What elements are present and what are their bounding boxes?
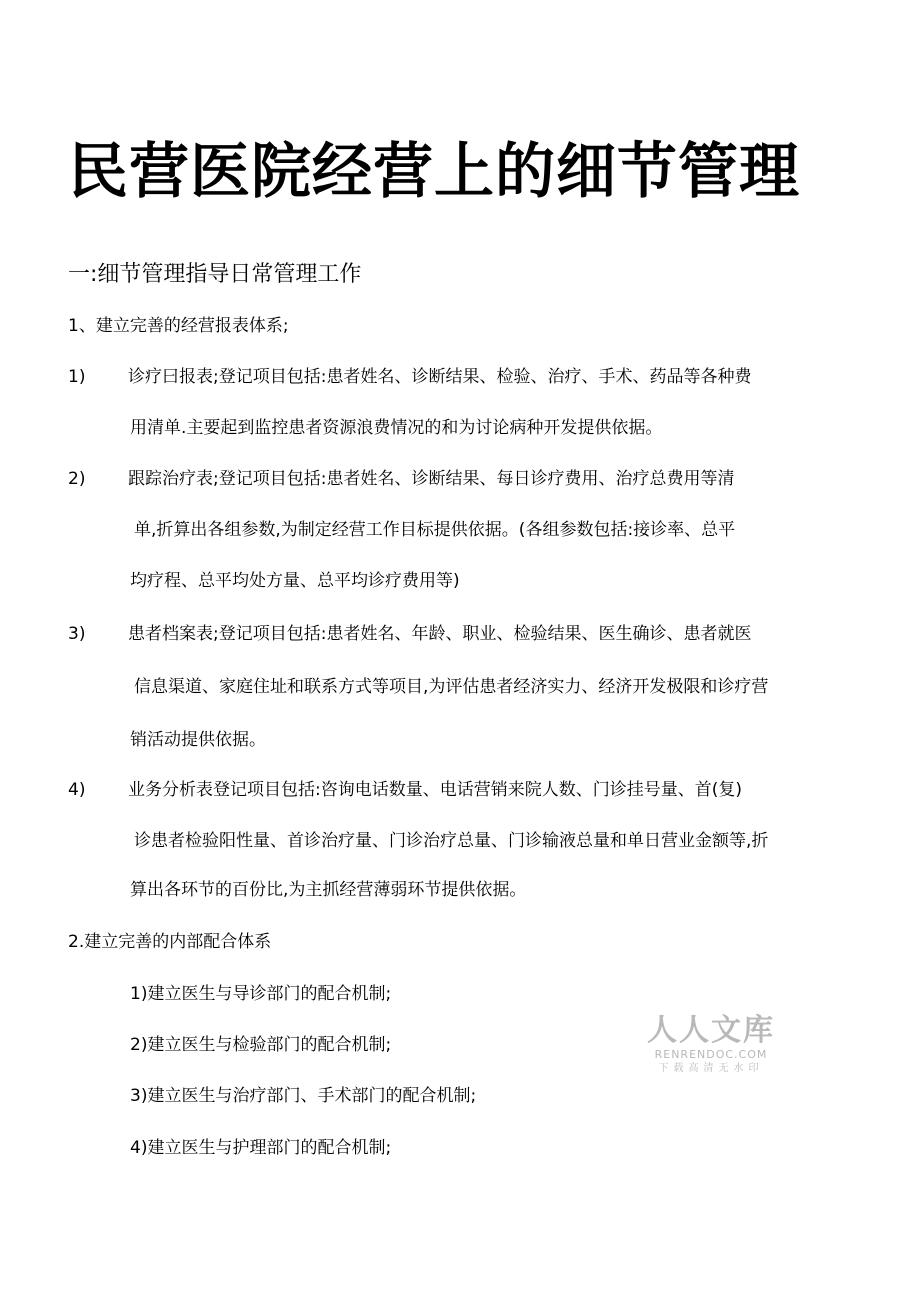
subitem-4-line-3: 算出各环节的百份比,为主抓经营薄弱环节提供依据。	[130, 880, 527, 900]
subitem-2-line-3: 均疗程、总平均处方量、总平均诊疗费用等)	[130, 571, 460, 591]
subitem-2-number: 2)	[68, 469, 86, 489]
subitem-1-line-1: 诊疗曰报表;登记项目包括:患者姓名、诊断结果、检验、治疗、手术、药品等各种费	[128, 367, 752, 387]
item-2-subitem-1: 1)建立医生与导诊部门的配合机制;	[130, 984, 392, 1004]
section-heading: 一:细节管理指导日常管理工作	[68, 262, 362, 287]
watermark-subtitle: 下载高清无水印	[658, 1063, 764, 1074]
subitem-4-line-1: 业务分析表登记项目包括:咨询电话数量、电话营销来院人数、门诊挂号量、首(复)	[128, 780, 742, 800]
subitem-2-line-1: 跟踪治疗表;登记项目包括:患者姓名、诊断结果、每日诊疗费用、治疗总费用等清	[128, 469, 735, 489]
item-2-subitem-4: 4)建立医生与护理部门的配合机制;	[130, 1138, 392, 1158]
subitem-1-number: 1)	[68, 367, 86, 387]
subitem-3-line-2: 信息渠道、家庭住址和联系方式等项目,为评估患者经济实力、经济开发极限和诊疗营	[134, 677, 769, 697]
watermark-url: RENRENDOC.COM	[654, 1048, 768, 1061]
subitem-4-number: 4)	[68, 780, 86, 800]
item-2-subitem-3: 3)建立医生与治疗部门、手术部门的配合机制;	[130, 1086, 477, 1106]
subitem-2-line-2: 单,折算出各组参数,为制定经营工作目标提供依据。(各组参数包括:接诊率、总平	[134, 520, 736, 540]
item-1-label: 1、建立完善的经营报表体系;	[68, 316, 289, 336]
subitem-1-line-2: 用清单.主要起到监控患者资源浪费情况的和为讨论病种开发提供依据。	[130, 418, 663, 438]
subitem-3-line-3: 销活动提供依据。	[130, 730, 266, 750]
subitem-4-line-2: 诊患者检验阳性量、首诊治疗量、门诊治疗总量、门诊输液总量和单日营业金额等,折	[134, 831, 769, 851]
document-title: 民营医院经营上的细节管理	[68, 137, 800, 207]
subitem-3-line-1: 患者档案表;登记项目包括:患者姓名、年龄、职业、检验结果、医生确诊、患者就医	[128, 624, 752, 644]
item-2-subitem-2: 2)建立医生与检验部门的配合机制;	[130, 1035, 392, 1055]
item-2-label: 2.建立完善的内部配合体系	[68, 932, 272, 952]
subitem-3-number: 3)	[68, 624, 86, 644]
watermark-logo-text: 人人文库	[647, 1013, 775, 1048]
watermark	[646, 1014, 776, 1075]
